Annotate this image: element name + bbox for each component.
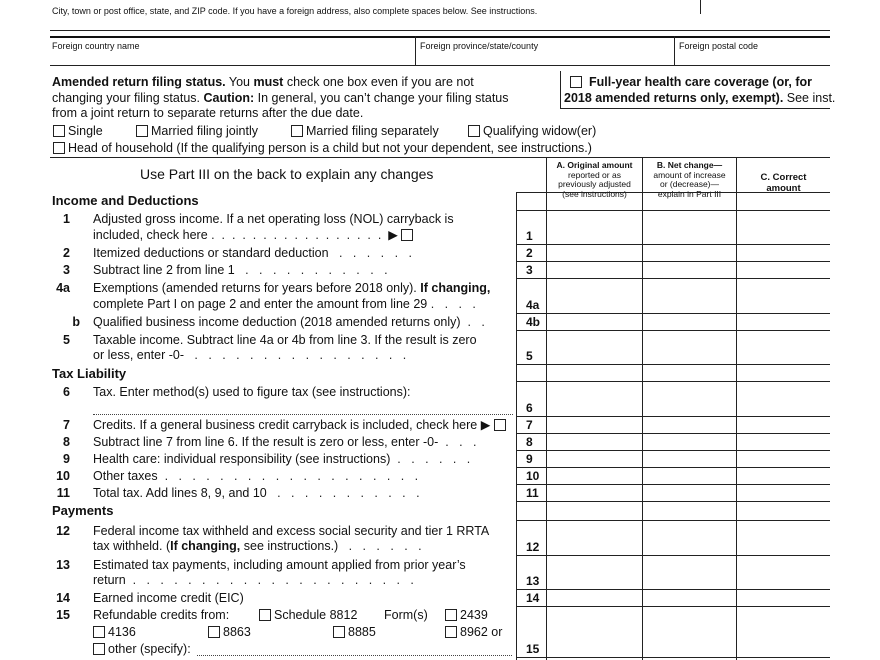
column-a-desc: (see instructions) [562,188,627,199]
form-4136-label: 4136 [108,625,136,639]
line-12-text2: tax withheld. (If changing, see instructions.) . . . . . . [93,539,422,553]
form-8885-option[interactable] [333,625,376,640]
health-coverage-checkbox[interactable] [570,76,582,88]
box-number: 10 [526,469,540,483]
form-8962-label: 8962 or [460,625,503,639]
status-head-of-household[interactable] [53,141,592,156]
status-qualifying-widow[interactable] [468,124,596,139]
form-4136-option[interactable] [93,625,136,640]
forms-label: Form(s) [384,608,428,622]
other-credit-field[interactable] [197,655,512,656]
married-jointly-checkbox[interactable] [136,125,148,137]
box-number: 8 [526,435,533,449]
column-a-desc: previously adjusted [558,179,631,189]
line-11-text: Total tax. Add lines 8, 9, and 10 . . . . . . . . . . . [93,486,420,500]
foreign-postal-label: Foreign postal code [679,41,759,51]
line-4a-label: complete Part I on page 2 and enter the amount from line 29 [93,297,428,311]
form-8863-option[interactable] [208,625,251,640]
box-number: 5 [526,349,533,363]
box-number: 9 [526,452,533,466]
line-4a-bold: If changing, [420,281,491,295]
line-number: 8 [63,435,70,449]
health-coverage-text: 2018 amended returns only, exempt). [564,91,784,105]
divider [50,36,830,38]
line-9-label: Health care: individual responsibility (see instructions) [93,452,391,466]
line-number: 10 [56,469,70,483]
column-c-title: C. Correct [760,172,807,183]
box-number: 12 [526,540,540,554]
head-of-household-checkbox[interactable] [53,142,65,154]
divider [560,71,561,109]
form-8863-label: 8863 [223,625,251,639]
column-a-header [547,161,642,199]
divider [50,157,830,158]
status-label: Single [68,124,103,138]
line-3-text: Subtract line 2 from line 1 . . . . . . . . . . . [93,263,392,277]
explain-changes-note: Use Part III on the back to explain any changes [140,166,434,182]
status-label: Married filing separately [306,124,439,138]
form-8885-checkbox[interactable] [333,626,345,638]
address-note: City, town or post office, state, and ZIP code. If you have a foreign address, also complete spaces below. See instructions. [52,6,538,16]
divider [415,36,416,65]
line-13-text2: return . . . . . . . . . . . . . . . . . . . . . [93,573,414,587]
line-9-text: Health care: individual responsibility (see instructions) . . . . . . [93,452,471,466]
line-6-text: Tax. Enter method(s) used to figure tax (see instructions): [93,385,411,399]
column-b-desc: or (decrease)— [659,179,720,189]
line-4b-label: Qualified business income deduction (2018 amended returns only) [93,315,461,329]
line-2-text: Itemized deductions or standard deduction . . . . . . [93,246,416,260]
filing-status-line1 [52,75,474,90]
line-number: 7 [63,418,70,432]
line-number: 11 [56,486,70,500]
health-coverage-text: See inst. [783,91,836,105]
form-2439-checkbox[interactable] [445,609,457,621]
filing-status-text: You [225,75,254,89]
box-number: 13 [526,574,540,588]
column-b-desc: amount of increase [653,169,726,180]
foreign-country-label: Foreign country name [52,41,140,51]
form-8962-checkbox[interactable] [445,626,457,638]
status-married-jointly[interactable] [136,124,258,139]
qualifying-widow-checkbox[interactable] [468,125,480,137]
line-number: 6 [63,385,70,399]
status-label: Qualifying widow(er) [483,124,597,138]
line-11-label: Total tax. Add lines 8, 9, and 10 [93,486,267,500]
line-12-label: see instructions.) [240,539,339,553]
box-number: 15 [526,642,540,656]
filing-status-text: In general, you can’t change your filing status [254,91,509,105]
other-credit-label: other (specify): [108,642,191,656]
line-13-text: Estimated tax payments, including amount applied from prior year’s [93,558,466,572]
line-7-label: Credits. If a general business credit carryback is included, check here [93,418,478,432]
line-number: b [72,315,80,329]
column-c-header [737,172,830,194]
column-a-desc: reported or as [568,169,621,180]
foreign-country-field[interactable] [55,53,410,65]
arrow-icon: ▶ [480,418,491,432]
filing-status-heading: Amended return filing status. [52,75,226,89]
divider [700,0,701,14]
line-4a-label: Exemptions (amended returns for years before 2018 only). [93,281,421,295]
column-b-desc: explain in Part III [657,188,722,199]
line-13-label: return [93,573,126,587]
divider [516,192,830,193]
status-label: Head of household (If the qualifying person is a child but not your dependent, see instructions.) [68,141,592,155]
form-8863-checkbox[interactable] [208,626,220,638]
schedule-8812-label: Schedule 8812 [274,608,358,622]
line-15-text: Refundable credits from: [93,608,230,622]
section-tax: Tax Liability [52,366,127,381]
line-10-text: Other taxes . . . . . . . . . . . . . . . . . . . [93,469,419,483]
line-1-label: included, check here [93,228,208,242]
box-number: 14 [526,591,540,605]
column-a-title: A. Original amount [556,160,633,170]
divider [50,30,830,31]
line-5-label: or less, enter -0- [93,348,185,362]
line-2-label: Itemized deductions or standard deduction [93,246,329,260]
line-number: 1 [63,212,70,226]
column-c-title: amount [766,183,801,194]
divider [674,36,675,65]
form-2439-option[interactable] [445,608,488,623]
line-number: 2 [63,246,70,260]
foreign-province-label: Foreign province/state/county [420,41,539,51]
business-credit-carryback-checkbox[interactable] [494,419,506,431]
status-single[interactable] [53,124,103,139]
box-number: 4a [526,298,540,312]
other-credit-checkbox[interactable] [93,643,105,655]
line-14-text: Earned income credit (EIC) [93,591,244,605]
section-payments: Payments [52,503,114,518]
schedule-8812-checkbox[interactable] [259,609,271,621]
health-coverage-text: Full-year health care coverage (or, for [589,75,812,89]
line-number: 9 [63,452,70,466]
box-number: 4b [526,315,541,329]
line-number: 4a [56,281,70,295]
line-number: 12 [56,524,70,538]
box-number: 2 [526,246,533,260]
line-12-bold: If changing, [170,539,241,553]
schedule-8812-option[interactable] [259,608,357,623]
column-divider [736,157,737,660]
filing-status-line2 [52,91,509,106]
section-income: Income and Deductions [52,193,199,208]
line-5-text: Taxable income. Subtract line 4a or 4b from line 3. If the result is zero [93,333,477,347]
line-4b-text: Qualified business income deduction (2018 amended returns only) . . [93,315,485,329]
form-4136-checkbox[interactable] [93,626,105,638]
column-divider [546,157,547,660]
line-number: 3 [63,263,70,277]
married-separately-checkbox[interactable] [291,125,303,137]
box-number: 11 [526,486,539,500]
line-12-text: Federal income tax withheld and excess social security and tier 1 RRTA [93,524,490,538]
foreign-province-field[interactable] [420,53,670,65]
health-coverage-line2 [564,91,835,106]
line-5-text2: or less, enter -0- . . . . . . . . . . . . . . . . [93,348,407,362]
filing-status-must: must [253,75,284,89]
line-10-label: Other taxes [93,469,158,483]
line-1-text2: included, check here . . . . . . . . . . . . . . . . . ▶ [93,228,416,243]
filing-status-line3: from a joint return to separate returns after the due date. [52,106,364,120]
divider [50,65,830,66]
form-8885-label: 8885 [348,625,376,639]
line-12-label: tax withheld. ( [93,539,171,553]
column-b-title: B. Net change— [656,160,723,170]
box-number: 3 [526,263,533,277]
form-8962-option[interactable] [445,625,502,640]
column-b-header [643,161,736,199]
box-number: 1 [526,229,533,243]
tax-method-field[interactable] [93,414,513,415]
box-number: 6 [526,401,533,415]
line-3-label: Subtract line 2 from line 1 [93,263,235,277]
foreign-postal-field[interactable] [679,53,829,65]
line-number: 13 [56,558,70,572]
line-1-text: Adjusted gross income. If a net operating loss (NOL) carryback is [93,212,454,226]
health-coverage-line1 [570,75,812,90]
status-label: Married filing jointly [151,124,258,138]
filing-status-caution: Caution: [203,91,255,105]
line-4a-text2: complete Part I on page 2 and enter the amount from line 29 . . . . [93,297,476,311]
box-number: 7 [526,418,533,432]
line-7-text [93,418,509,433]
line-8-label: Subtract line 7 from line 6. If the result is zero or less, enter -0- [93,435,439,449]
line-number: 5 [63,333,70,347]
other-credit-option[interactable] [93,642,191,657]
nol-carryback-checkbox[interactable] [401,229,413,241]
filing-status-text: check one box even if you are not [283,75,474,89]
filing-status-text: changing your filing status. [52,91,204,105]
status-married-separately[interactable] [291,124,439,139]
line-number: 14 [56,591,70,605]
column-divider [642,157,643,660]
line-number: 15 [56,608,70,622]
arrow-icon: ▶ [388,228,398,242]
line-8-text: Subtract line 7 from line 6. If the result is zero or less, enter -0- . . . [93,435,477,449]
line-4a-text [93,281,490,296]
form-2439-label: 2439 [460,608,488,622]
divider [560,108,830,109]
single-checkbox[interactable] [53,125,65,137]
